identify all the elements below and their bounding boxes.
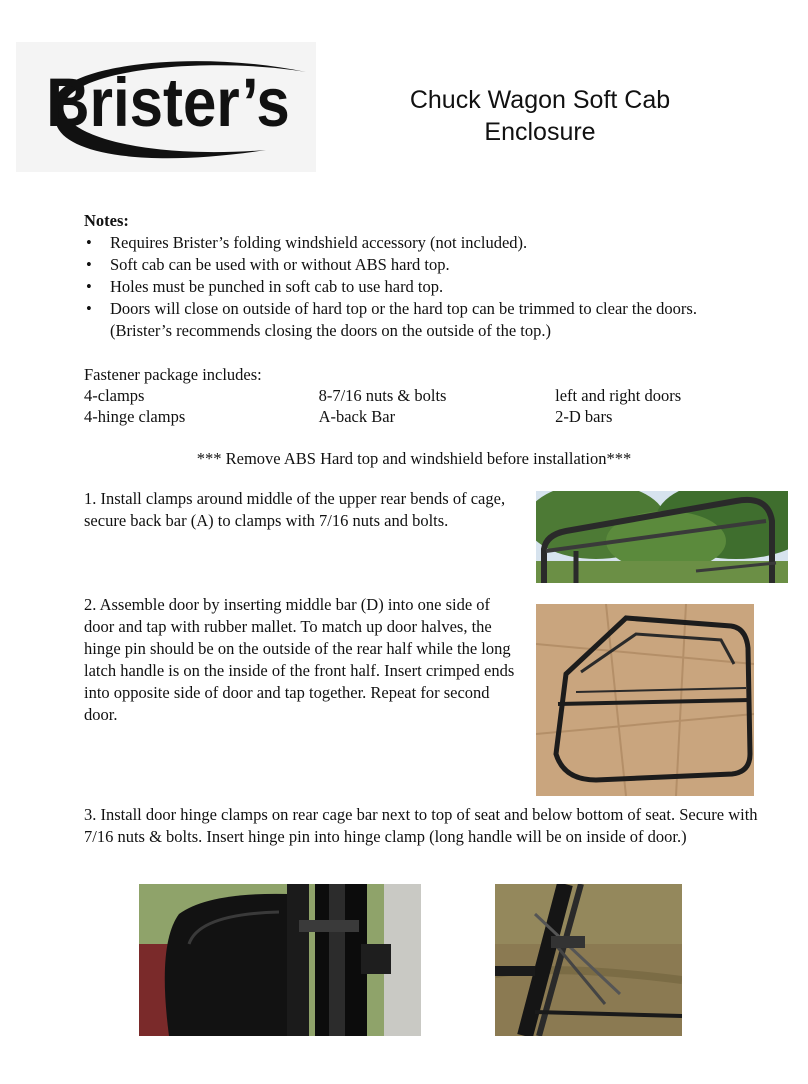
fastener-row	[84, 406, 744, 427]
title-line-2: Enclosure	[484, 118, 596, 146]
fastener-section	[84, 364, 744, 427]
step-2-photo	[536, 604, 754, 796]
fastener-cell: 4-hinge clamps	[84, 407, 186, 426]
logo-wordmark: Brister’s	[46, 62, 290, 141]
step-1-photo	[536, 491, 788, 583]
fastener-row	[84, 385, 744, 406]
fastener-cell: 4-clamps	[84, 386, 145, 405]
step-3-photo-left	[139, 884, 421, 1036]
brand-logo	[16, 42, 316, 172]
notes-item: • Soft cab can be used with or without ABS hard top.	[84, 254, 724, 276]
step-3-text: 3. Install door hinge clamps on rear cage bar next to top of seat and below bottom of seat. Secure with 7/16 nuts & bolts. Insert hinge pin into hinge clamp (long handle will be on inside of door.)	[84, 805, 758, 846]
notes-item: • Holes must be punched in soft cab to use hard top.	[84, 276, 724, 298]
notes-section	[84, 210, 724, 342]
fastener-cell: 2-D bars	[555, 407, 613, 426]
title-line-1: Chuck Wagon Soft Cab	[409, 86, 671, 114]
step-1-text: 1. Install clamps around middle of the upper rear bends of cage, secure back bar (A) to clamps with 7/16 nuts and bolts.	[84, 489, 506, 530]
warning-note: *** Remove ABS Hard top and windshield before installation***	[196, 449, 632, 468]
notes-item: • Doors will close on outside of hard top or the hard top can be trimmed to clear the doors. (Brister’s recommends closing the doors on the outside of the top.)	[84, 298, 724, 342]
notes-item: • Requires Brister’s folding windshield accessory (not included).	[84, 232, 724, 254]
step-3-photo-right	[495, 884, 682, 1036]
fastener-cell: left and right doors	[555, 386, 682, 405]
step-2-text: 2. Assemble door by inserting middle bar (D) into one side of door and tap with rubber mallet. To match up door halves, the hinge pin should be on the outside of the rear half while the long latch handle is on the inside of the front half. Insert crimped ends into opposite side of door and tap together. Repeat for second door.	[84, 595, 515, 724]
notes-heading: Notes:	[84, 211, 129, 230]
fastener-heading: Fastener package includes:	[84, 365, 262, 384]
fastener-cell: A-back Bar	[318, 407, 396, 426]
page-title	[370, 84, 710, 148]
fastener-cell: 8-7/16 nuts & bolts	[318, 386, 447, 405]
notes-list	[84, 232, 724, 342]
